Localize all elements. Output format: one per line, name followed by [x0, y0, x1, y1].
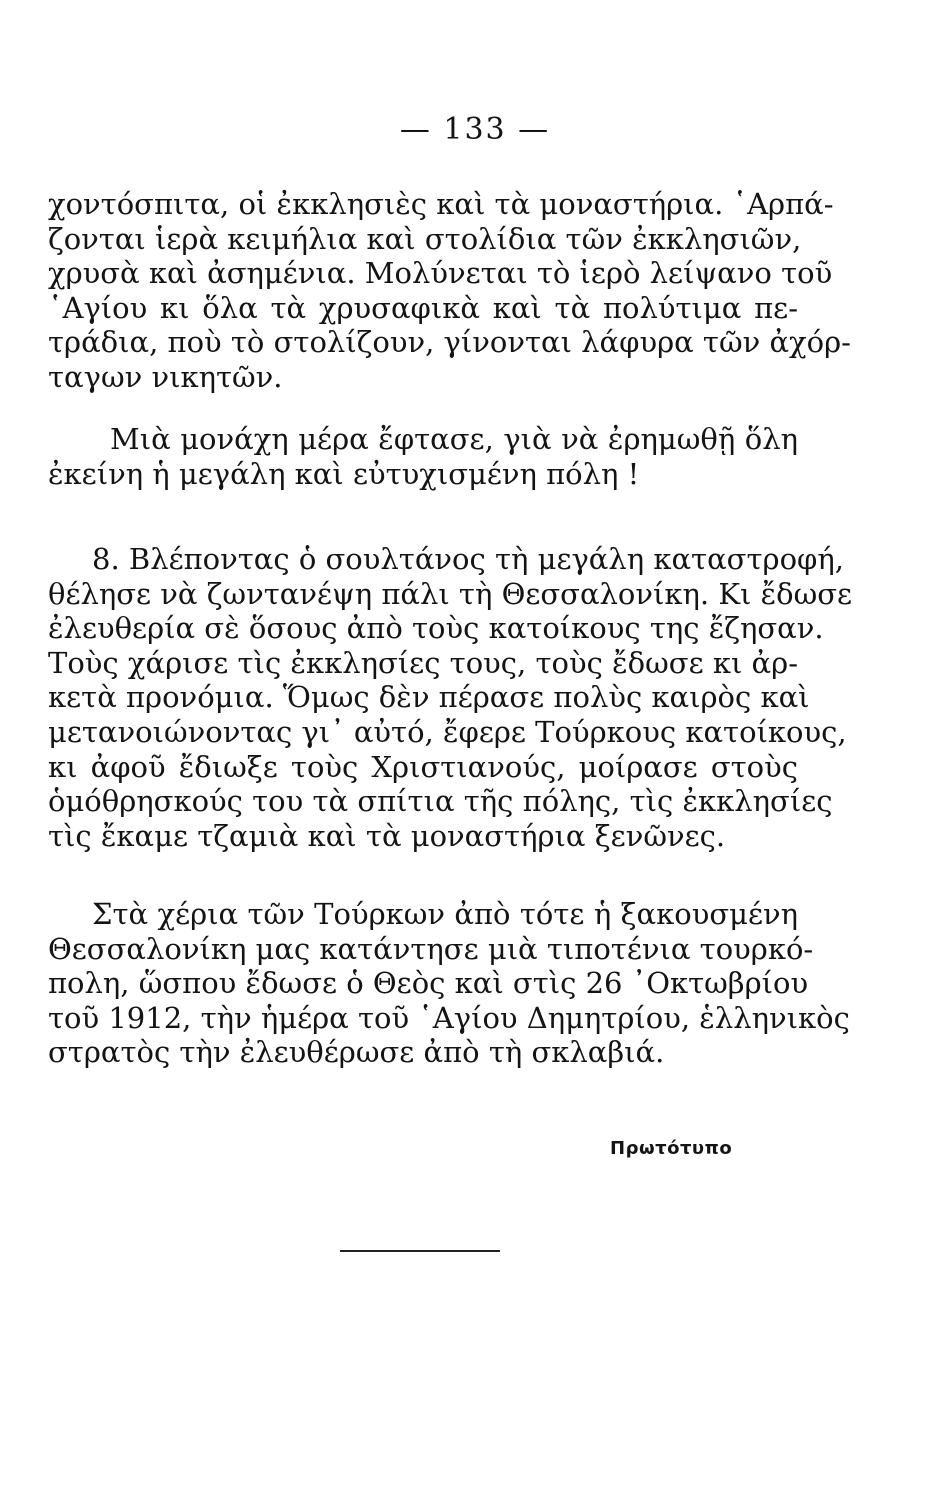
text-line: ῾Αγίου κι ὅλα τὰ χρυσαφικὰ καὶ τὰ πολύτιμα πε-	[48, 290, 798, 325]
text-line: κετὰ προνόμια. Ὅμως δὲν πέρασε πολὺς καιρὸς καὶ	[48, 680, 810, 715]
source-note: Πρωτότυπο	[610, 1138, 733, 1159]
text-line: μετανοιώνοντας γι᾿ αὐτό, ἔφερε Τούρκους κατοίκους,	[48, 714, 847, 749]
text-line: Θεσσαλονίκη μας κατάντησε μιὰ τιποτένια τουρκό-	[48, 931, 814, 966]
text-line: τράδια, ποὺ τὸ στολίζουν, γίνονται λάφυρα τῶν ἀχόρ-	[48, 325, 851, 360]
text-line: ἐκείνη ἡ μεγάλη καὶ εὐτυχισμένη πόλη !	[48, 456, 640, 491]
text-line: τοῦ 1912, τὴν ἡμέρα τοῦ ῾Αγίου Δημητρίου, ἑλληνικὸς	[48, 1000, 850, 1035]
end-divider	[340, 1250, 500, 1252]
text-line: τὶς ἔκαμε τζαμιὰ καὶ τὰ μοναστήρια ξενῶνες.	[48, 818, 726, 853]
text-line: 8. Βλέποντας ὁ σουλτάνος τὴ μεγάλη καταστροφή,	[92, 542, 844, 576]
text-line: ταγων νικητῶν.	[48, 359, 283, 394]
text-line: Μιὰ μονάχη μέρα ἔφτασε, γιὰ νὰ ἐρημωθῇ ὅλη	[110, 422, 798, 456]
page-number: — 133 —	[399, 112, 551, 147]
text-line: στρατὸς τὴν ἐλευθέρωσε ἀπὸ τὴ σκλαβιά.	[48, 1035, 665, 1070]
text-line: θέλησε νὰ ζωντανέψη πάλι τὴ Θεσσαλονίκη. Κι ἔδωσε	[48, 576, 853, 611]
text-line: Στὰ χέρια τῶν Τούρκων ἀπὸ τότε ἡ ξακουσμένη	[92, 897, 798, 931]
paragraph-2	[48, 422, 798, 491]
paragraph-3	[48, 542, 853, 853]
text-line: ἐλευθερία σὲ ὅσους ἀπὸ τοὺς κατοίκους της ἔζησαν.	[48, 611, 824, 646]
text-line: χοντόσπιτα, οἱ ἐκκλησιὲς καὶ τὰ μοναστήρια. ῾Αρπά-	[48, 187, 834, 221]
text-line: Τοὺς χάρισε τὶς ἐκκλησίες τους, τοὺς ἔδωσε κι ἀρ-	[48, 645, 798, 680]
text-line: κι ἀφοῦ ἔδιωξε τοὺς Χριστιανούς, μοίρασε στοὺς	[48, 749, 798, 784]
text-line: πολη, ὥσπου ἔδωσε ὁ Θεὸς καὶ στὶς 26 ᾿Οκτωβρίου	[48, 966, 809, 1001]
paragraph-1	[48, 187, 851, 395]
text-line: χρυσὰ καὶ ἀσημένια. Μολύνεται τὸ ἱερὸ λείψανο τοῦ	[48, 256, 833, 291]
text-line: ὁμόθρησκούς του τὰ σπίτια τῆς πόλης, τὶς ἐκκλησίες	[48, 784, 833, 819]
text-line: ζονται ἱερὰ κειμήλια καὶ στολίδια τῶν ἐκκλησιῶν,	[48, 221, 802, 256]
paragraph-4	[48, 897, 850, 1070]
